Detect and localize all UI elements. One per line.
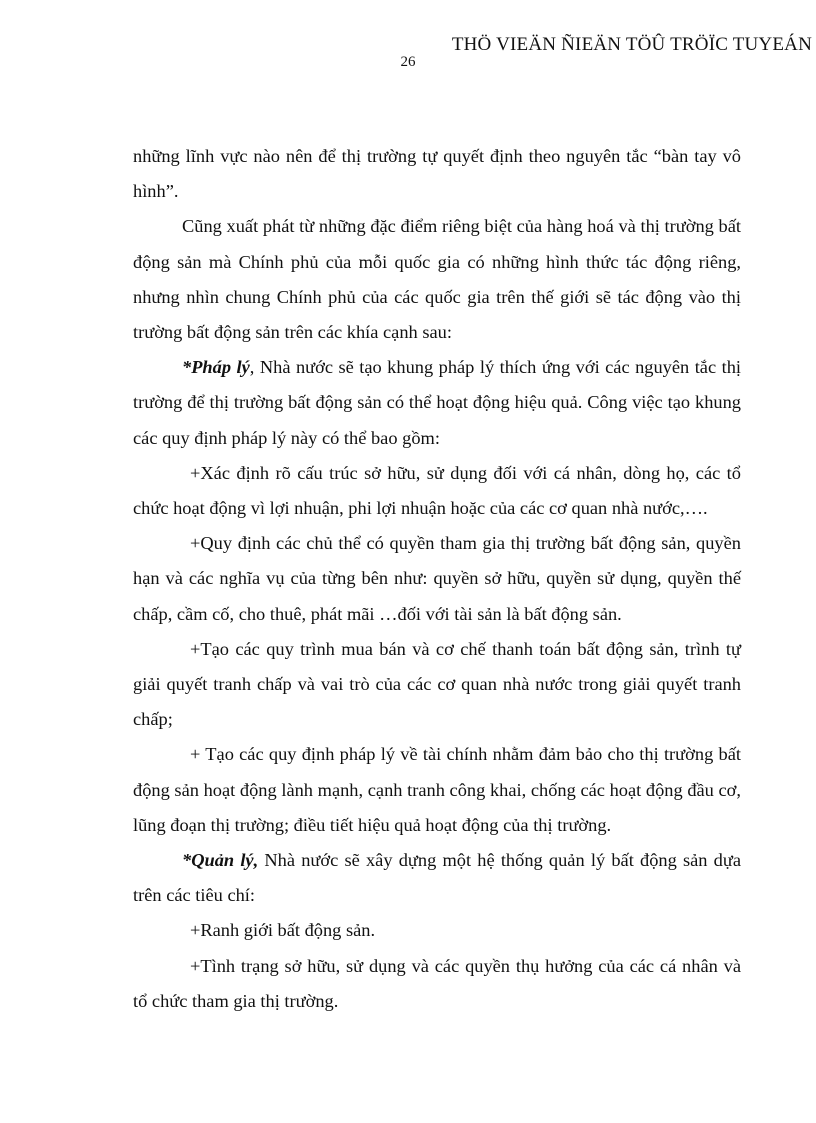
paragraph-legal: [133, 350, 741, 456]
running-header: THÖ VIEÄN ÑIEÄN TÖÛ TRÖÏC TUYEÁN: [451, 34, 812, 55]
legal-heading: *Pháp lý: [182, 357, 250, 378]
paragraph: những lĩnh vực nào nên để thị trường tự quyết định theo nguyên tắc “bàn tay vô hình”.: [133, 146, 741, 202]
page-number: 26: [400, 54, 416, 70]
paragraph-text: Nhà nước sẽ xây dựng một hệ thống quản lý bất động sản dựa trên các tiêu chí:: [133, 850, 741, 906]
list-item: +Ranh giới bất động sản.: [190, 920, 376, 941]
list-item: +Tình trạng sở hữu, sử dụng và các quyền thụ hưởng của các cá nhân và tổ chức tham gia thị trường.: [133, 955, 741, 1011]
list-item: +Tạo các quy trình mua bán và cơ chế thanh toán bất động sản, trình tự giải quyết tranh chấp và vai trò của các cơ quan nhà nước trong giải quyết tranh chấp;: [133, 638, 741, 730]
management-heading: *Quản lý,: [182, 850, 259, 871]
paragraph: Cũng xuất phát từ những đặc điểm riêng biệt của hàng hoá và thị trường bất động sản mà Chính phủ của mỗi quốc gia có những hình thức tác động riêng, nhưng nhìn chung Chính phủ của các quốc gia trên thế giới sẽ tác động vào thị trường bất động sản trên các khía cạnh sau:: [133, 216, 741, 343]
list-item: + Tạo các quy định pháp lý về tài chính nhằm đảm bảo cho thị trường bất động sản hoạt động lành mạnh, cạnh tranh công khai, chống các hoạt động đầu cơ, lũng đoạn thị trường; điều tiết hiệu quả hoạt động của thị trường.: [133, 744, 741, 835]
paragraph-text: , Nhà nước sẽ tạo khung pháp lý thích ứng với các nguyên tắc thị trường để thị trường bất động sản có thể hoạt động hiệu quả. Công việc tạo khung các quy định pháp lý này có thể bao gồm:: [133, 357, 742, 448]
list-item: +Xác định rõ cấu trúc sở hữu, sử dụng đối với cá nhân, dòng họ, các tổ chức hoạt động vì lợi nhuận, phi lợi nhuận hoặc của các cơ quan nhà nước,….: [133, 462, 741, 519]
paragraph-management: [133, 843, 741, 913]
page-body: [133, 139, 741, 1019]
list-item: +Quy định các chủ thể có quyền tham gia thị trường bất động sản, quyền hạn và các nghĩa vụ của từng bên như: quyền sở hữu, quyền sử dụng, quyền thế chấp, cầm cố, cho thuê, phát mãi …đối với tài sản là bất động sản.: [133, 533, 741, 624]
